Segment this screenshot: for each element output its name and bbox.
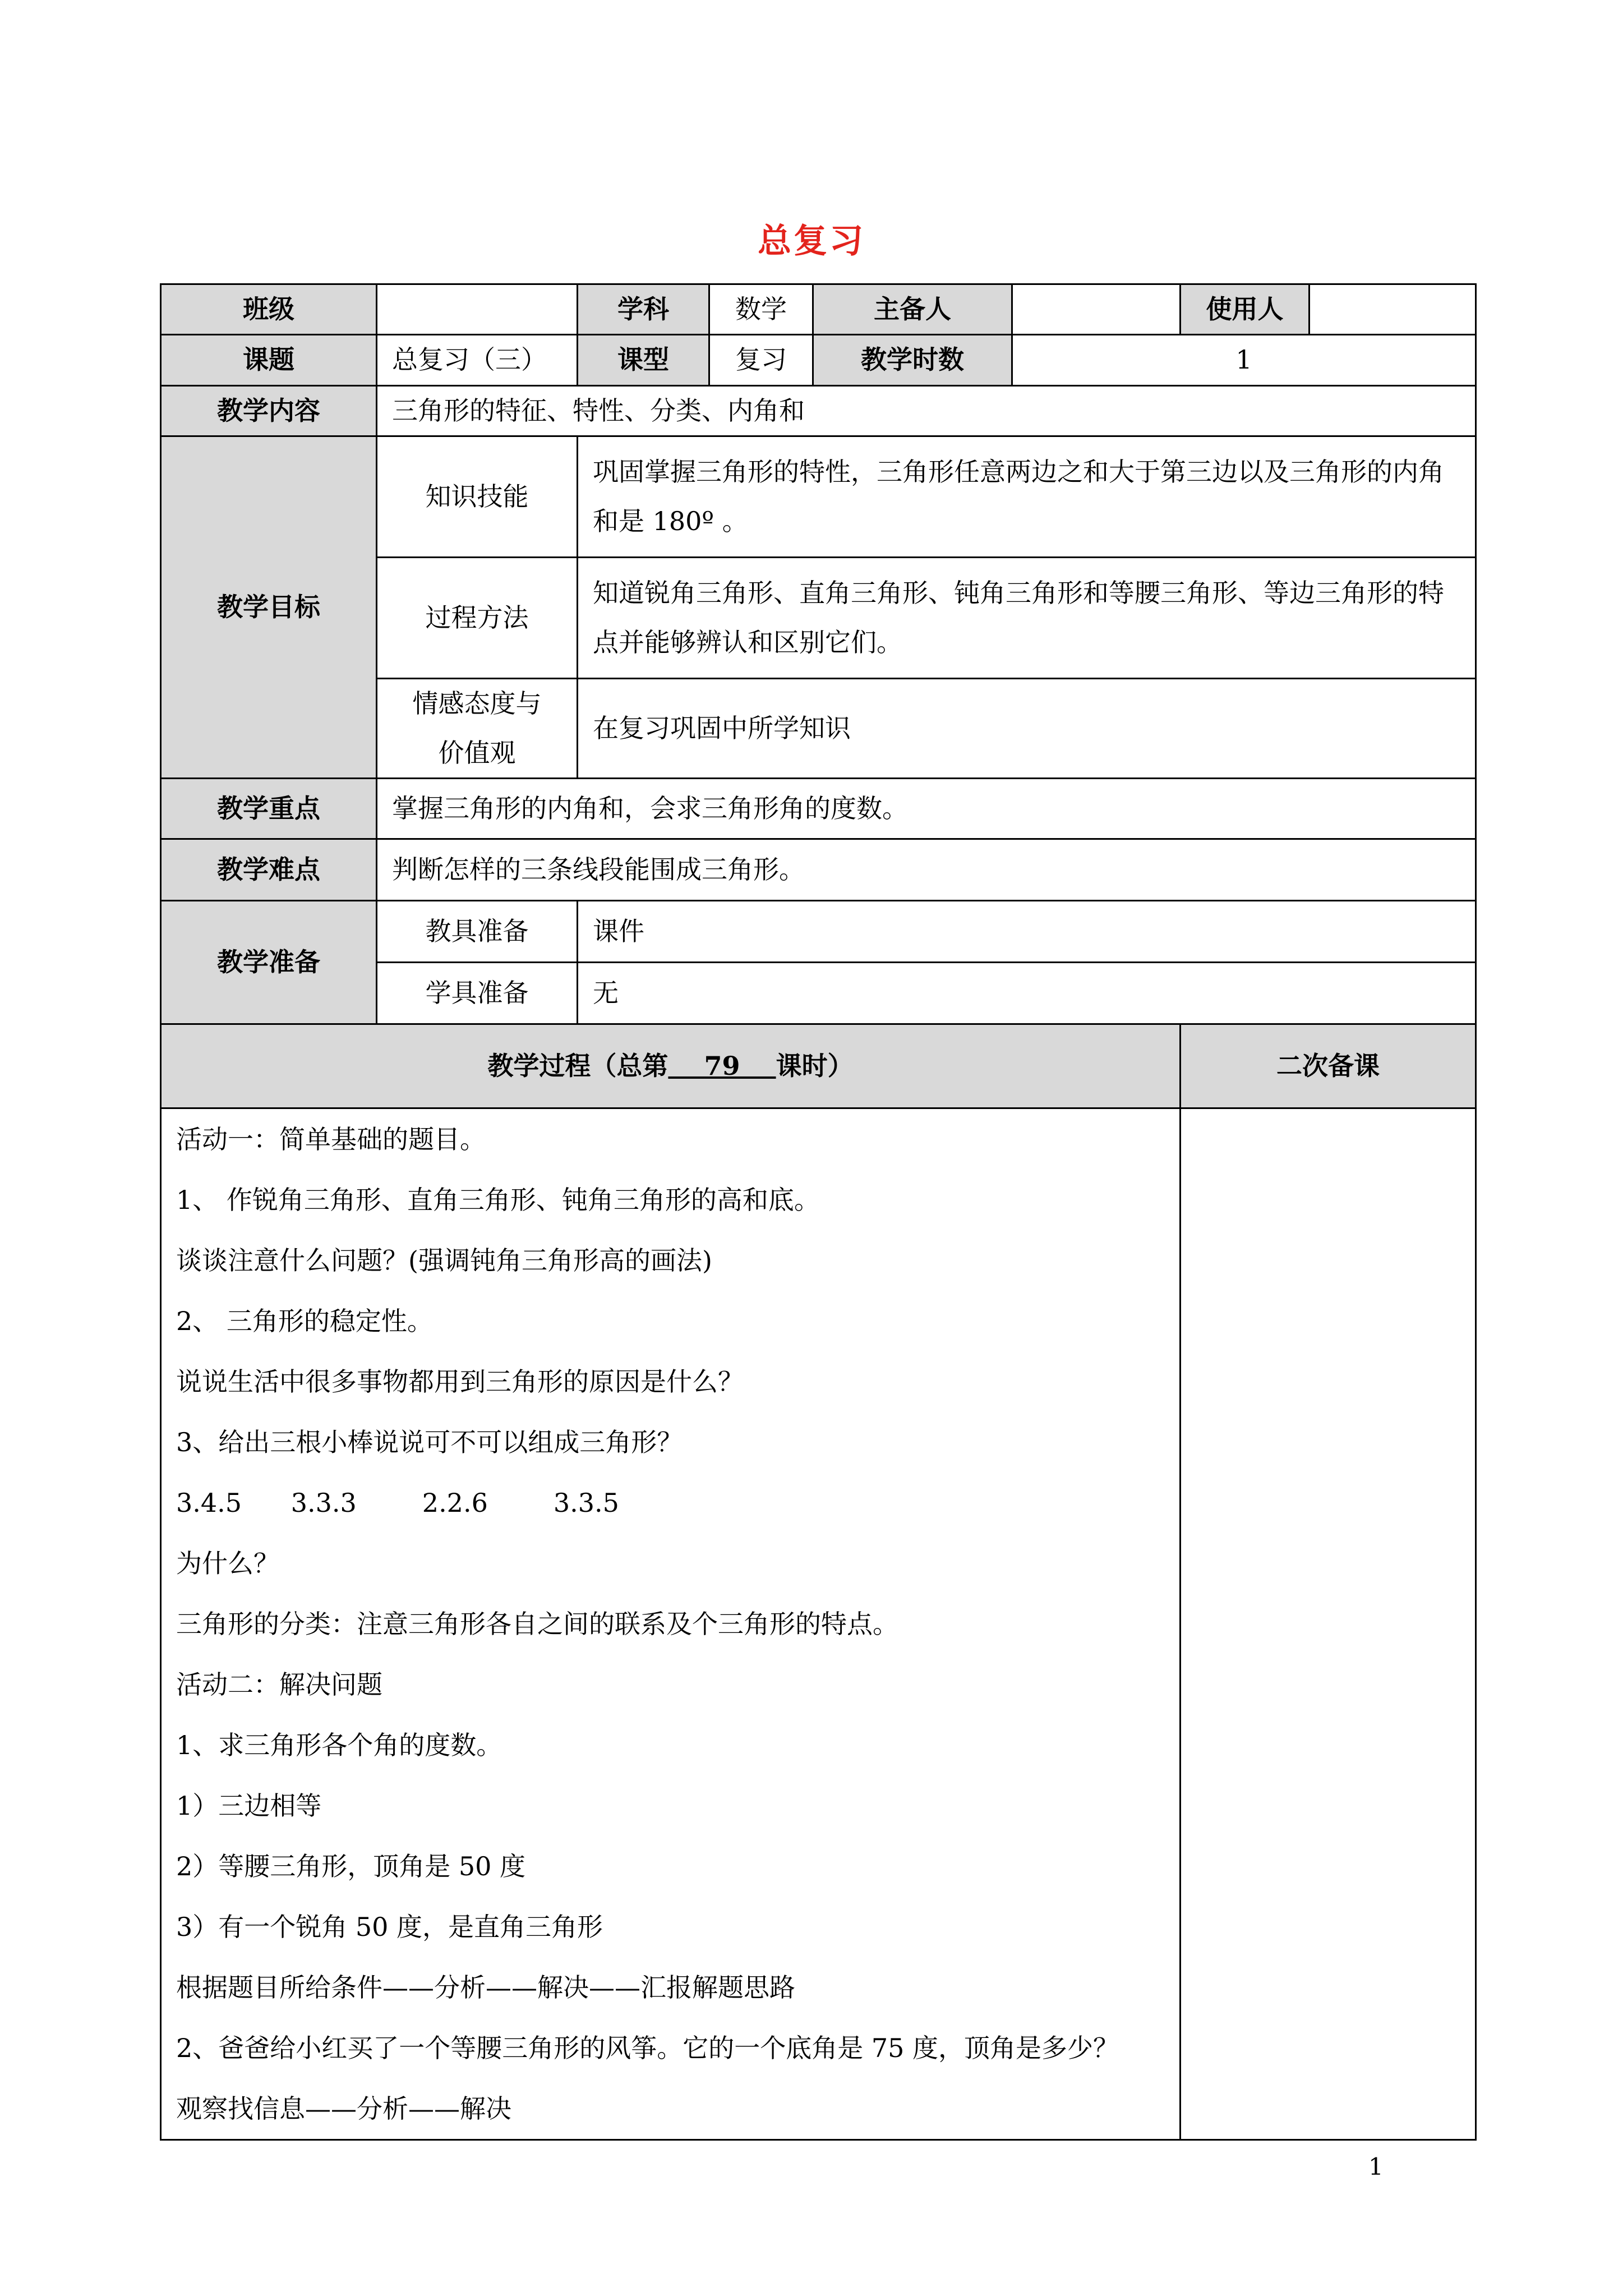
- header-row-1: [161, 284, 1476, 335]
- hours-value: 1: [1012, 335, 1476, 385]
- preparer-label: 主备人: [813, 284, 1012, 335]
- difficulty-row: [161, 839, 1476, 900]
- content-value: 三角形的特征、特性、分类、内角和: [377, 385, 1476, 436]
- emotion-value: 在复习巩固中所学知识: [578, 679, 1476, 779]
- lesson-plan-table: [160, 283, 1477, 2141]
- topic-value: 总复习（三）: [377, 335, 578, 385]
- difficulty-label: 教学难点: [161, 839, 377, 900]
- second-prep-label: 二次备课: [1181, 1024, 1476, 1108]
- user-value: [1310, 284, 1476, 335]
- type-value: 复习: [709, 335, 813, 385]
- knowledge-value: 巩固掌握三角形的特性，三角形任意两边之和大于第三边以及三角形的内角和是 180º 。: [578, 436, 1476, 558]
- topic-label: 课题: [161, 335, 377, 385]
- process-line: 根据题目所给条件——分析——解决——汇报解题思路: [176, 1972, 795, 2003]
- process-line: 1、 作锐角三角形、直角三角形、钝角三角形的高和底。: [176, 1184, 820, 1215]
- process-header-prefix: 教学过程（总第: [487, 1050, 668, 1081]
- teacher-prep-label: 教具准备: [377, 900, 578, 962]
- process-method-label: 过程方法: [377, 558, 578, 679]
- content-row: [161, 385, 1476, 436]
- prep-teacher-row: [161, 900, 1476, 962]
- process-line: 3.4.5 3.3.3 2.2.6 3.3.5: [176, 1487, 619, 1518]
- student-prep-label: 学具准备: [377, 962, 578, 1024]
- student-prep-value: 无: [578, 962, 1476, 1024]
- process-line: 观察找信息——分析——解决: [176, 2093, 511, 2124]
- knowledge-label: 知识技能: [377, 436, 578, 558]
- process-line: 3）有一个锐角 50 度，是直角三角形: [176, 1911, 603, 1942]
- preparation-label: 教学准备: [161, 900, 377, 1024]
- process-header-suffix: 课时）: [776, 1050, 854, 1081]
- process-body-row: [161, 1108, 1476, 2139]
- emotion-label-line-1: 情感态度与: [412, 688, 542, 719]
- process-method-value: 知道锐角三角形、直角三角形、钝角三角形和等腰三角形、等边三角形的特点并能够辨认和区别它们。: [578, 558, 1476, 679]
- content-label: 教学内容: [161, 385, 377, 436]
- page-number: 1: [1368, 2153, 1384, 2180]
- process-line: 3、给出三根小棒说说可不可以组成三角形？: [176, 1427, 683, 1457]
- process-header: [161, 1024, 1181, 1108]
- goals-label: 教学目标: [161, 436, 377, 779]
- header-row-2: [161, 335, 1476, 385]
- goal-knowledge-row: [161, 436, 1476, 558]
- subject-label: 学科: [578, 284, 709, 335]
- process-header-row: [161, 1024, 1476, 1108]
- process-line: 1）三边相等: [176, 1790, 322, 1821]
- process-line: 2、 三角形的稳定性。: [176, 1305, 433, 1336]
- process-line: 活动一：简单基础的题目。: [176, 1124, 486, 1154]
- process-line: 谈谈注意什么问题？(强调钝角三角形高的画法): [176, 1245, 712, 1276]
- process-line: 活动二：解决问题: [176, 1669, 382, 1700]
- key-point-value: 掌握三角形的内角和，会求三角形角的度数。: [377, 778, 1476, 839]
- emotion-label: [377, 679, 578, 779]
- process-line: 三角形的分类：注意三角形各自之间的联系及个三角形的特点。: [176, 1608, 898, 1639]
- difficulty-value: 判断怎样的三条线段能围成三角形。: [377, 839, 1476, 900]
- process-line: 1、求三角形各个角的度数。: [176, 1729, 502, 1760]
- process-line: 2）等腰三角形，顶角是 50 度: [176, 1851, 526, 1881]
- second-prep-notes: [1181, 1108, 1476, 2139]
- hours-label: 教学时数: [813, 335, 1012, 385]
- class-value: [377, 284, 578, 335]
- lesson-number: [668, 1051, 776, 1081]
- key-point-row: [161, 778, 1476, 839]
- lesson-number-value: 79: [704, 1050, 740, 1081]
- type-label: 课型: [578, 335, 709, 385]
- class-label: 班级: [161, 284, 377, 335]
- key-point-label: 教学重点: [161, 778, 377, 839]
- user-label: 使用人: [1181, 284, 1310, 335]
- process-body: [161, 1108, 1181, 2139]
- teacher-prep-value: 课件: [578, 900, 1476, 962]
- process-line: 为什么？: [176, 1548, 279, 1579]
- process-line: 说说生活中很多事物都用到三角形的原因是什么？: [176, 1366, 744, 1397]
- preparer-value: [1012, 284, 1181, 335]
- page-title: 总复习: [758, 222, 865, 261]
- process-line: 2、爸爸给小红买了一个等腰三角形的风筝。它的一个底角是 75 度，顶角是多少？: [176, 2032, 1119, 2063]
- subject-value: 数学: [709, 284, 813, 335]
- emotion-label-line-2: 价值观: [438, 737, 516, 768]
